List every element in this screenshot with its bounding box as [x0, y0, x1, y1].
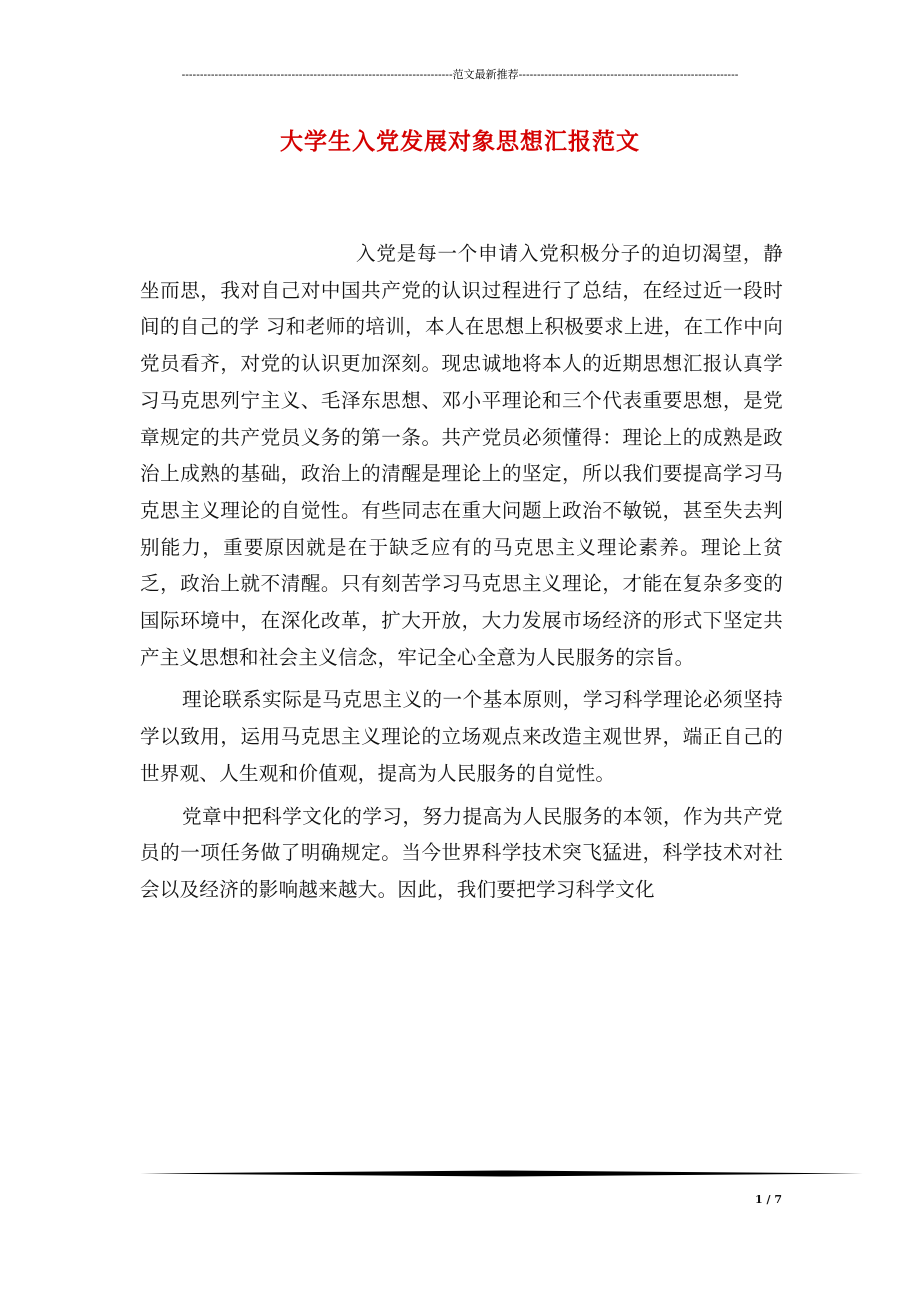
header-dashes-right: ------------------------------------------------------------	[518, 69, 739, 81]
paragraph-1: 入党是每一个申请入党积极分子的迫切渴望，静坐而思，我对自己对中国共产党的认识过程进行了总结，在经过近一段时间的自己的学 习和老师的培训，本人在思想上积极要求上进，在工作中向党员看齐，对党的认识更加深刻。现忠诚地将本人的近期思想汇报认真学习马克思列宁主义、毛泽东思想、邓小平理论和三个代表重要思想，是党章规定的共产党员义务的第一条。共产党员必须懂得：理论上的成熟是政治上成熟的基础，政治上的清醒是理论上的坚定，所以我们要提高学习马克思主义理论的自觉性。有些同志在重大问题上政治不敏锐，甚至失去判别能力，重要原因就是在于缺乏应有的马克思主义理论素养。理论上贫乏，政治上就不清醒。只有刻苦学习马克思主义理论，才能在复杂多变的国际环境中，在深化改革，扩大开放，大力发展市场经济的形式下坚定共产主义思想和社会主义信念，牢记全心全意为人民服务的宗旨。	[140, 242, 783, 669]
header-label: 范文最新推荐	[452, 69, 519, 81]
paragraph-2: 理论联系实际是马克思主义的一个基本原则，学习科学理论必须坚持学以致用，运用马克思主义理论的立场观点来改造主观世界，端正自己的世界观、人生观和价值观，提高为人民服务的自觉性。	[140, 688, 783, 785]
paragraph-3: 党章中把科学文化的学习，努力提高为人民服务的本领，作为共产党员的一项任务做了明确规定。当今世界科学技术突飞猛进，科学技术对社会以及经济的影响越来越大。因此，我们要把学习科学文化	[140, 804, 783, 901]
footer-divider	[140, 1170, 863, 1177]
header-rule	[140, 68, 780, 82]
header-dashes-left: --------------------------------------------------------------------------	[181, 69, 453, 81]
page-number: 1 / 7	[755, 1193, 782, 1206]
document-body	[140, 236, 783, 915]
document-title: 大学生入党发展对象思想汇报范文	[280, 129, 640, 155]
